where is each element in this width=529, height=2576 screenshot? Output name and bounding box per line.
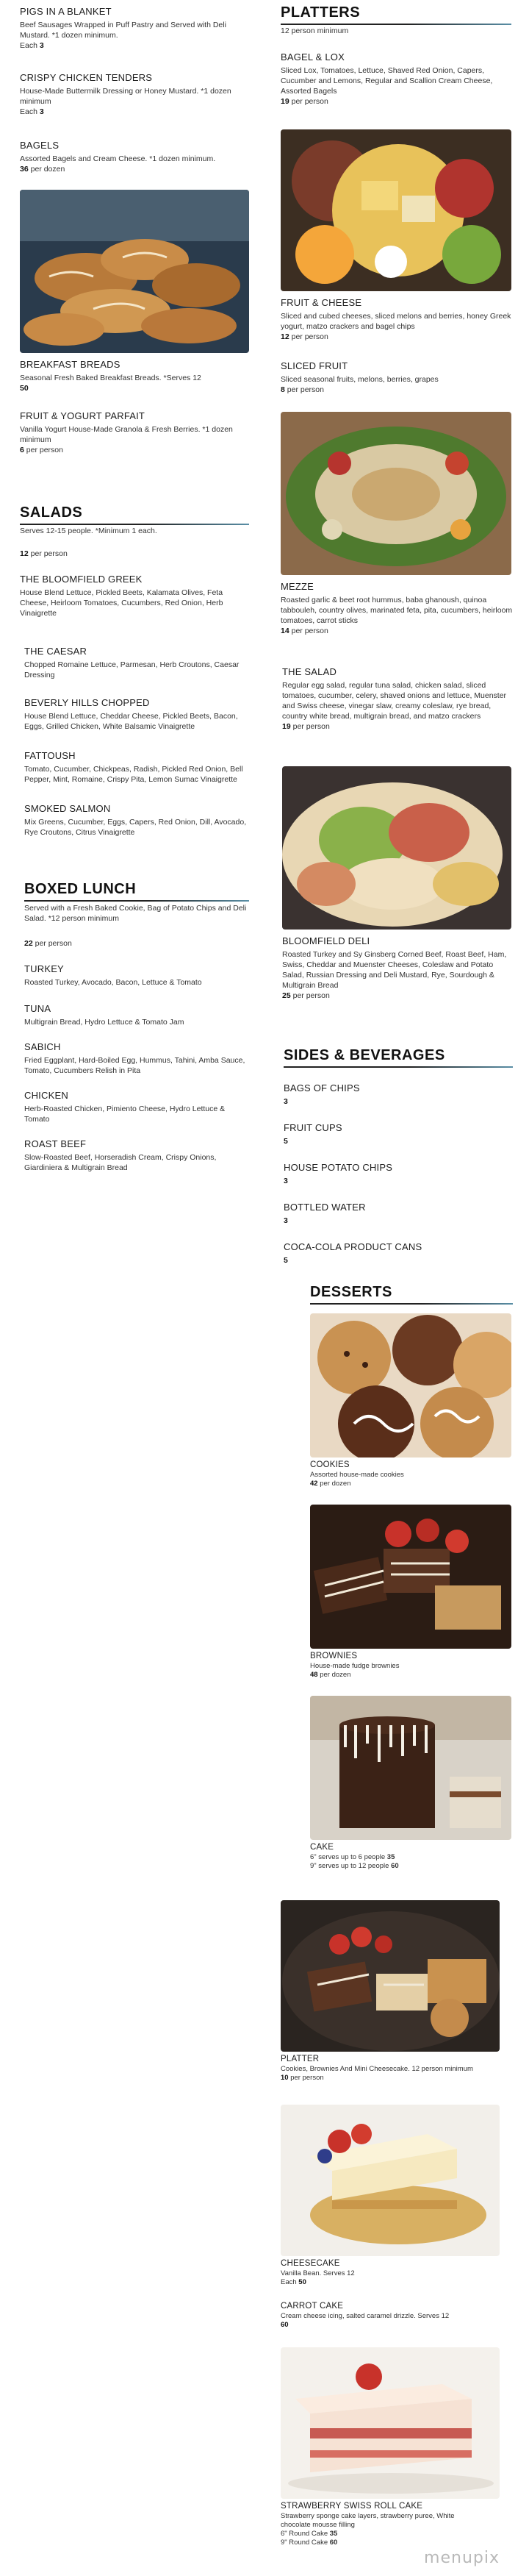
- cake-photo: [310, 1696, 511, 1840]
- item-price: 10 per person: [281, 2074, 324, 2082]
- section-title-desserts: DESSERTS: [310, 1284, 392, 1300]
- menu-item-turkey: [24, 963, 251, 988]
- item-name: MEZZE: [281, 581, 314, 592]
- item-name: BAGELS: [20, 140, 60, 151]
- item-name: TURKEY: [24, 963, 64, 974]
- item-price: 5: [284, 1256, 288, 1265]
- item-desc: Cookies, Brownies And Mini Cheesecake. 12 person minimum: [281, 2065, 473, 2073]
- menu-item-cookies: [310, 1460, 513, 1488]
- item-name: FRUIT & YOGURT PARFAIT: [20, 410, 145, 421]
- menu-item-chicken: [24, 1090, 251, 1124]
- strawberry-swiss-roll-photo: [281, 2347, 500, 2499]
- item-name: FRUIT & CHEESE: [281, 297, 362, 308]
- item-desc: Vanilla Yogurt House-Made Granola & Fresh Berries. *1 dozen minimum: [20, 425, 233, 444]
- menu-item-bagel-lox: [281, 51, 513, 107]
- item-desc: Vanilla Bean. Serves 12: [281, 2269, 355, 2277]
- item-price: Each 3: [20, 41, 44, 50]
- menu-item-tuna: [24, 1003, 251, 1027]
- menu-item-house-potato-chips: [284, 1162, 513, 1186]
- item-price: 9" Round Cake 60: [281, 2538, 338, 2547]
- section-subtitle: 12 person minimum: [281, 26, 349, 35]
- item-price: 36 per dozen: [20, 165, 65, 174]
- item-desc: Assorted house-made cookies: [310, 1471, 404, 1479]
- menu-item-sabich: [24, 1041, 251, 1076]
- brownies-photo: [310, 1505, 511, 1649]
- menu-item-breakfast-breads: [20, 359, 251, 393]
- item-name: CHICKEN: [24, 1090, 68, 1101]
- menu-item-pigs-in-a-blanket: [20, 6, 251, 51]
- item-name: COCA-COLA PRODUCT CANS: [284, 1241, 422, 1252]
- item-price: 19 per person: [281, 97, 328, 106]
- section-divider: [284, 1066, 513, 1068]
- menu-item-crispy-chicken-tenders: [20, 72, 251, 117]
- item-desc: Assorted Bagels and Cream Cheese. *1 dozen minimum.: [20, 154, 216, 163]
- item-name: BAGS OF CHIPS: [284, 1082, 360, 1093]
- item-price: 6" serves up to 6 people 35: [310, 1853, 395, 1861]
- section-divider: [20, 524, 249, 525]
- item-name: COOKIES: [310, 1460, 350, 1469]
- item-price: 5: [284, 1137, 288, 1146]
- item-desc: Roasted Turkey, Avocado, Bacon, Lettuce & Tomato: [24, 978, 202, 987]
- menu-item-bags-of-chips: [284, 1082, 513, 1107]
- menu-item-cake: [310, 1843, 513, 1871]
- item-name: BROWNIES: [310, 1652, 358, 1660]
- menu-item-mezze: [281, 581, 513, 636]
- item-desc: Beef Sausages Wrapped in Puff Pastry and Served with Deli Mustard. *1 dozen minimum.: [20, 21, 226, 40]
- menu-item-fruit-yogurt-parfait: [20, 410, 251, 455]
- item-name: FRUIT CUPS: [284, 1122, 342, 1133]
- section-subtitle: Served with a Fresh Baked Cookie, Bag of Potato Chips and Deli Salad. *12 person minimum: [24, 904, 247, 923]
- menupix-watermark: menupix: [424, 2549, 500, 2567]
- item-price: 12 per person: [281, 332, 328, 341]
- item-desc: Strawberry sponge cake layers, strawberry puree, White chocolate mousse filling: [281, 2512, 455, 2529]
- menu-item-fattoush: [24, 750, 251, 785]
- section-title-sides-beverages: SIDES & BEVERAGES: [284, 1047, 445, 1063]
- item-price: 48 per dozen: [310, 1671, 351, 1679]
- item-desc: Slow-Roasted Beef, Horseradish Cream, Crispy Onions, Giardiniera & Multigrain Bread: [24, 1153, 217, 1172]
- item-desc: Sliced seasonal fruits, melons, berries, grapes: [281, 375, 439, 384]
- menu-item-fruit-cups: [284, 1122, 513, 1146]
- fruit-cheese-photo: [281, 129, 511, 291]
- item-name: THE SALAD: [282, 666, 337, 677]
- item-price: 60: [281, 2321, 289, 2329]
- item-name: TUNA: [24, 1003, 51, 1014]
- menu-item-the-salad: [282, 666, 513, 732]
- section-title-platters: PLATTERS: [281, 4, 361, 21]
- item-name: CRISPY CHICKEN TENDERS: [20, 72, 153, 83]
- item-name: STRAWBERRY SWISS ROLL CAKE: [281, 2502, 423, 2511]
- item-desc: House Blend Lettuce, Pickled Beets, Kalamata Olives, Feta Cheese, Heirloom Tomatoes, Cucumbers, Red Onion, Herb Vinaigrette: [20, 588, 223, 618]
- menu-item-bagels: [20, 140, 251, 174]
- menu-item-caesar: [24, 646, 251, 680]
- item-desc: Sliced Lox, Tomatoes, Lettuce, Shaved Red Onion, Capers, Cucumber and Lemons, Regular and Scallion Cream Cheese, Assorted Bagels: [281, 66, 493, 96]
- item-price: 3: [284, 1216, 288, 1225]
- item-name: BLOOMFIELD DELI: [282, 935, 370, 946]
- item-desc: Fried Eggplant, Hard-Boiled Egg, Hummus, Tahini, Amba Sauce, Tomato, Cucumbers Relish in Pita: [24, 1056, 245, 1075]
- section-divider: [24, 900, 249, 902]
- bloomfield-deli-photo: [282, 766, 511, 930]
- menu-item-strawberry-swiss-roll-cake: [281, 2502, 513, 2547]
- cookies-photo: [310, 1313, 511, 1458]
- mezze-photo: [281, 412, 511, 575]
- item-desc: Multigrain Bread, Hydro Lettuce & Tomato Jam: [24, 1018, 184, 1027]
- item-price: 50: [20, 384, 29, 393]
- item-price: 8 per person: [281, 385, 324, 394]
- item-name: SLICED FRUIT: [281, 360, 348, 371]
- item-desc: Roasted garlic & beet root hummus, baba ghanoush, quinoa tabbouleh, country olives, marinated feta, pita, cucumbers, heirloom tomatoes, carrot sticks: [281, 596, 513, 625]
- section-price: 22 per person: [24, 939, 72, 948]
- item-desc: House-made fudge brownies: [310, 1662, 400, 1670]
- item-desc: Roasted Turkey and Sy Ginsberg Corned Beef, Roast Beef, Ham, Swiss, Cheddar and Muenster Cheeses, Coleslaw and Potato Salad, Russian Dressing and Deli Mustard, Rye, Sourdough & Multigrain Bread: [282, 950, 507, 990]
- item-name: SABICH: [24, 1041, 61, 1052]
- item-desc: House-Made Buttermilk Dressing or Honey Mustard. *1 dozen minimum: [20, 87, 231, 106]
- item-desc: House Blend Lettuce, Cheddar Cheese, Pickled Beets, Bacon, Eggs, Grilled Chicken, White Balsamic Vinaigrette: [24, 712, 238, 731]
- item-name: HOUSE POTATO CHIPS: [284, 1162, 393, 1173]
- item-name: BEVERLY HILLS CHOPPED: [24, 697, 150, 708]
- section-price: 12 per person: [20, 549, 68, 558]
- menu-item-smoked-salmon: [24, 803, 251, 838]
- item-desc: Herb-Roasted Chicken, Pimiento Cheese, Hydro Lettuce & Tomato: [24, 1105, 226, 1124]
- item-name: THE CAESAR: [24, 646, 87, 657]
- item-price: Each 50: [281, 2278, 306, 2286]
- menu-item-fruit-cheese: [281, 297, 513, 342]
- item-desc: Tomato, Cucumber, Chickpeas, Radish, Pickled Red Onion, Bell Pepper, Mint, Romaine, Crispy Pita, Lemon Sumac Vinaigrette: [24, 765, 243, 784]
- menu-item-bloomfield-deli: [282, 935, 513, 1001]
- item-price: 3: [284, 1177, 288, 1185]
- item-price: 19 per person: [282, 722, 330, 731]
- item-desc: Cream cheese icing, salted caramel drizzle. Serves 12: [281, 2312, 450, 2320]
- menu-item-roast-beef: [24, 1138, 251, 1173]
- breakfast-breads-photo: [20, 190, 249, 353]
- item-name: CARROT CAKE: [281, 2302, 344, 2311]
- menu-item-sliced-fruit: [281, 360, 513, 395]
- menu-item-bottled-water: [284, 1202, 513, 1226]
- item-desc: Seasonal Fresh Baked Breakfast Breads. *Serves 12: [20, 374, 201, 382]
- section-title-salads: SALADS: [20, 504, 83, 521]
- section-title-boxed-lunch: BOXED LUNCH: [24, 881, 137, 897]
- item-desc: Mix Greens, Cucumber, Eggs, Capers, Red Onion, Dill, Avocado, Rye Croutons, Citrus Vinaigrette: [24, 818, 247, 837]
- menu-item-dessert-platter: [281, 2055, 513, 2083]
- dessert-platter-photo: [281, 1900, 500, 2052]
- cheesecake-photo: [281, 2105, 500, 2256]
- menu-item-beverly-hills-chopped: [24, 697, 251, 732]
- item-name: CAKE: [310, 1843, 334, 1852]
- item-name: BREAKFAST BREADS: [20, 359, 120, 370]
- item-price: 6" Round Cake 35: [281, 2530, 338, 2538]
- item-name: FATTOUSH: [24, 750, 76, 761]
- section-divider: [310, 1303, 513, 1305]
- menu-item-carrot-cake: [281, 2302, 513, 2330]
- menu-item-bloomfield-greek: [20, 574, 251, 618]
- section-divider: [281, 24, 511, 25]
- item-name: PIGS IN A BLANKET: [20, 6, 112, 17]
- item-name: PLATTER: [281, 2055, 320, 2063]
- item-price: 6 per person: [20, 446, 63, 454]
- item-name: THE BLOOMFIELD GREEK: [20, 574, 143, 585]
- item-price: 9" serves up to 12 people 60: [310, 1862, 399, 1870]
- item-price: 14 per person: [281, 627, 328, 635]
- item-price: Each 3: [20, 107, 44, 116]
- item-name: SMOKED SALMON: [24, 803, 111, 814]
- item-name: ROAST BEEF: [24, 1138, 87, 1149]
- item-name: BAGEL & LOX: [281, 51, 345, 63]
- item-name: BOTTLED WATER: [284, 1202, 366, 1213]
- item-name: CHEESECAKE: [281, 2259, 340, 2268]
- item-desc: Regular egg salad, regular tuna salad, chicken salad, sliced tomatoes, cucumber, celery, shaved onions and lettuce, Muenster and Swiss cheese, vinegar slaw, creamy coleslaw, rye bread, country white bread, multigrain bread, and matzo crackers: [282, 681, 507, 721]
- menu-item-brownies: [310, 1652, 513, 1680]
- menu-item-coca-cola-cans: [284, 1241, 513, 1266]
- item-price: 3: [284, 1097, 288, 1106]
- item-price: 25 per person: [282, 991, 330, 1000]
- item-desc: Sliced and cubed cheeses, sliced melons and berries, honey Greek yogurt, matzo crackers and bagel chips: [281, 312, 511, 331]
- section-subtitle: Serves 12-15 people. *Minimum 1 each.: [20, 527, 157, 535]
- menu-item-cheesecake: [281, 2259, 513, 2287]
- item-price: 42 per dozen: [310, 1480, 351, 1488]
- item-desc: Chopped Romaine Lettuce, Parmesan, Herb Croutons, Caesar Dressing: [24, 660, 240, 679]
